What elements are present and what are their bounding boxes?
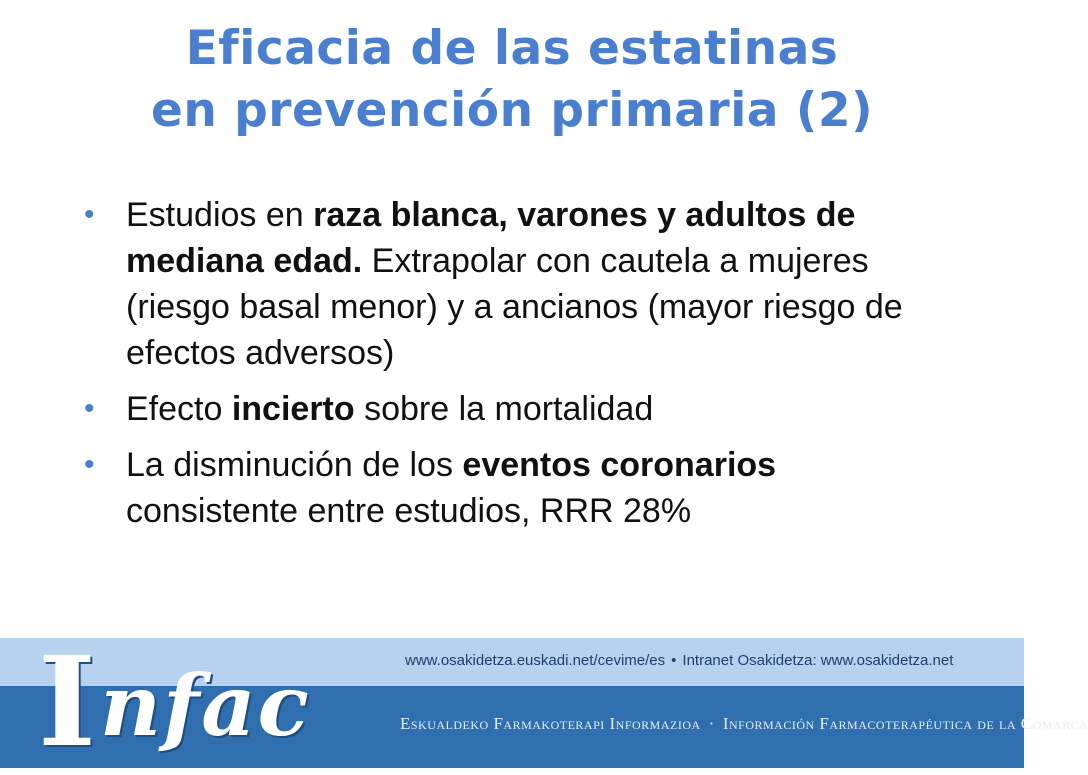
slide-title [0, 18, 1024, 142]
footer-tagline [400, 714, 1088, 734]
footer-link-cevime[interactable]: www.osakidetza.euskadi.net/cevime/es [405, 652, 666, 669]
bullet-marker: • [84, 392, 95, 425]
bullet-text-bold: incierto [231, 390, 355, 428]
bullet-list [84, 192, 954, 544]
slide-title-line-2: en prevención primaria (2) [150, 83, 874, 138]
bullet-text: Estudios en [126, 196, 314, 234]
logo-initial: I [38, 630, 99, 775]
slide-title-line-1: Eficacia de las estatinas [185, 21, 839, 76]
footer-tagline-basque: Eskualdeko Farmakoterapi Informazioa [400, 714, 701, 733]
bullet-text: sobre la mortalidad [354, 390, 654, 428]
footer-tagline-separator: · [708, 714, 715, 733]
footer-tagline-spanish: Información Farmacoterapéutica de la Comarca [722, 714, 1088, 733]
footer-link-separator: • [671, 652, 677, 669]
footer-link-intranet[interactable]: Intranet Osakidetza: www.osakidetza.net [682, 652, 954, 669]
bullet-text: Efecto [126, 390, 232, 428]
footer-banner [0, 630, 1088, 775]
bullet-marker: • [84, 198, 95, 231]
logo-rest: nfac [100, 656, 311, 755]
bullet-text-bold: eventos coronarios [462, 446, 777, 484]
footer-links [405, 652, 953, 669]
bullet-text: Extrapolar con cautela a mujeres (riesgo basal menor) y a ancianos (mayor riesgo de efectos adversos) [126, 242, 903, 372]
bullet-text: consistente entre estudios, RRR 28% [126, 492, 692, 530]
bullet-marker: • [84, 448, 95, 481]
bullet-text-bold: raza blanca, varones y adultos de mediana edad. [126, 196, 856, 280]
bullet-item [84, 386, 954, 432]
bullet-item [84, 442, 954, 534]
infac-logo [38, 630, 311, 775]
bullet-text: La disminución de los [126, 446, 463, 484]
bullet-item [84, 192, 954, 376]
